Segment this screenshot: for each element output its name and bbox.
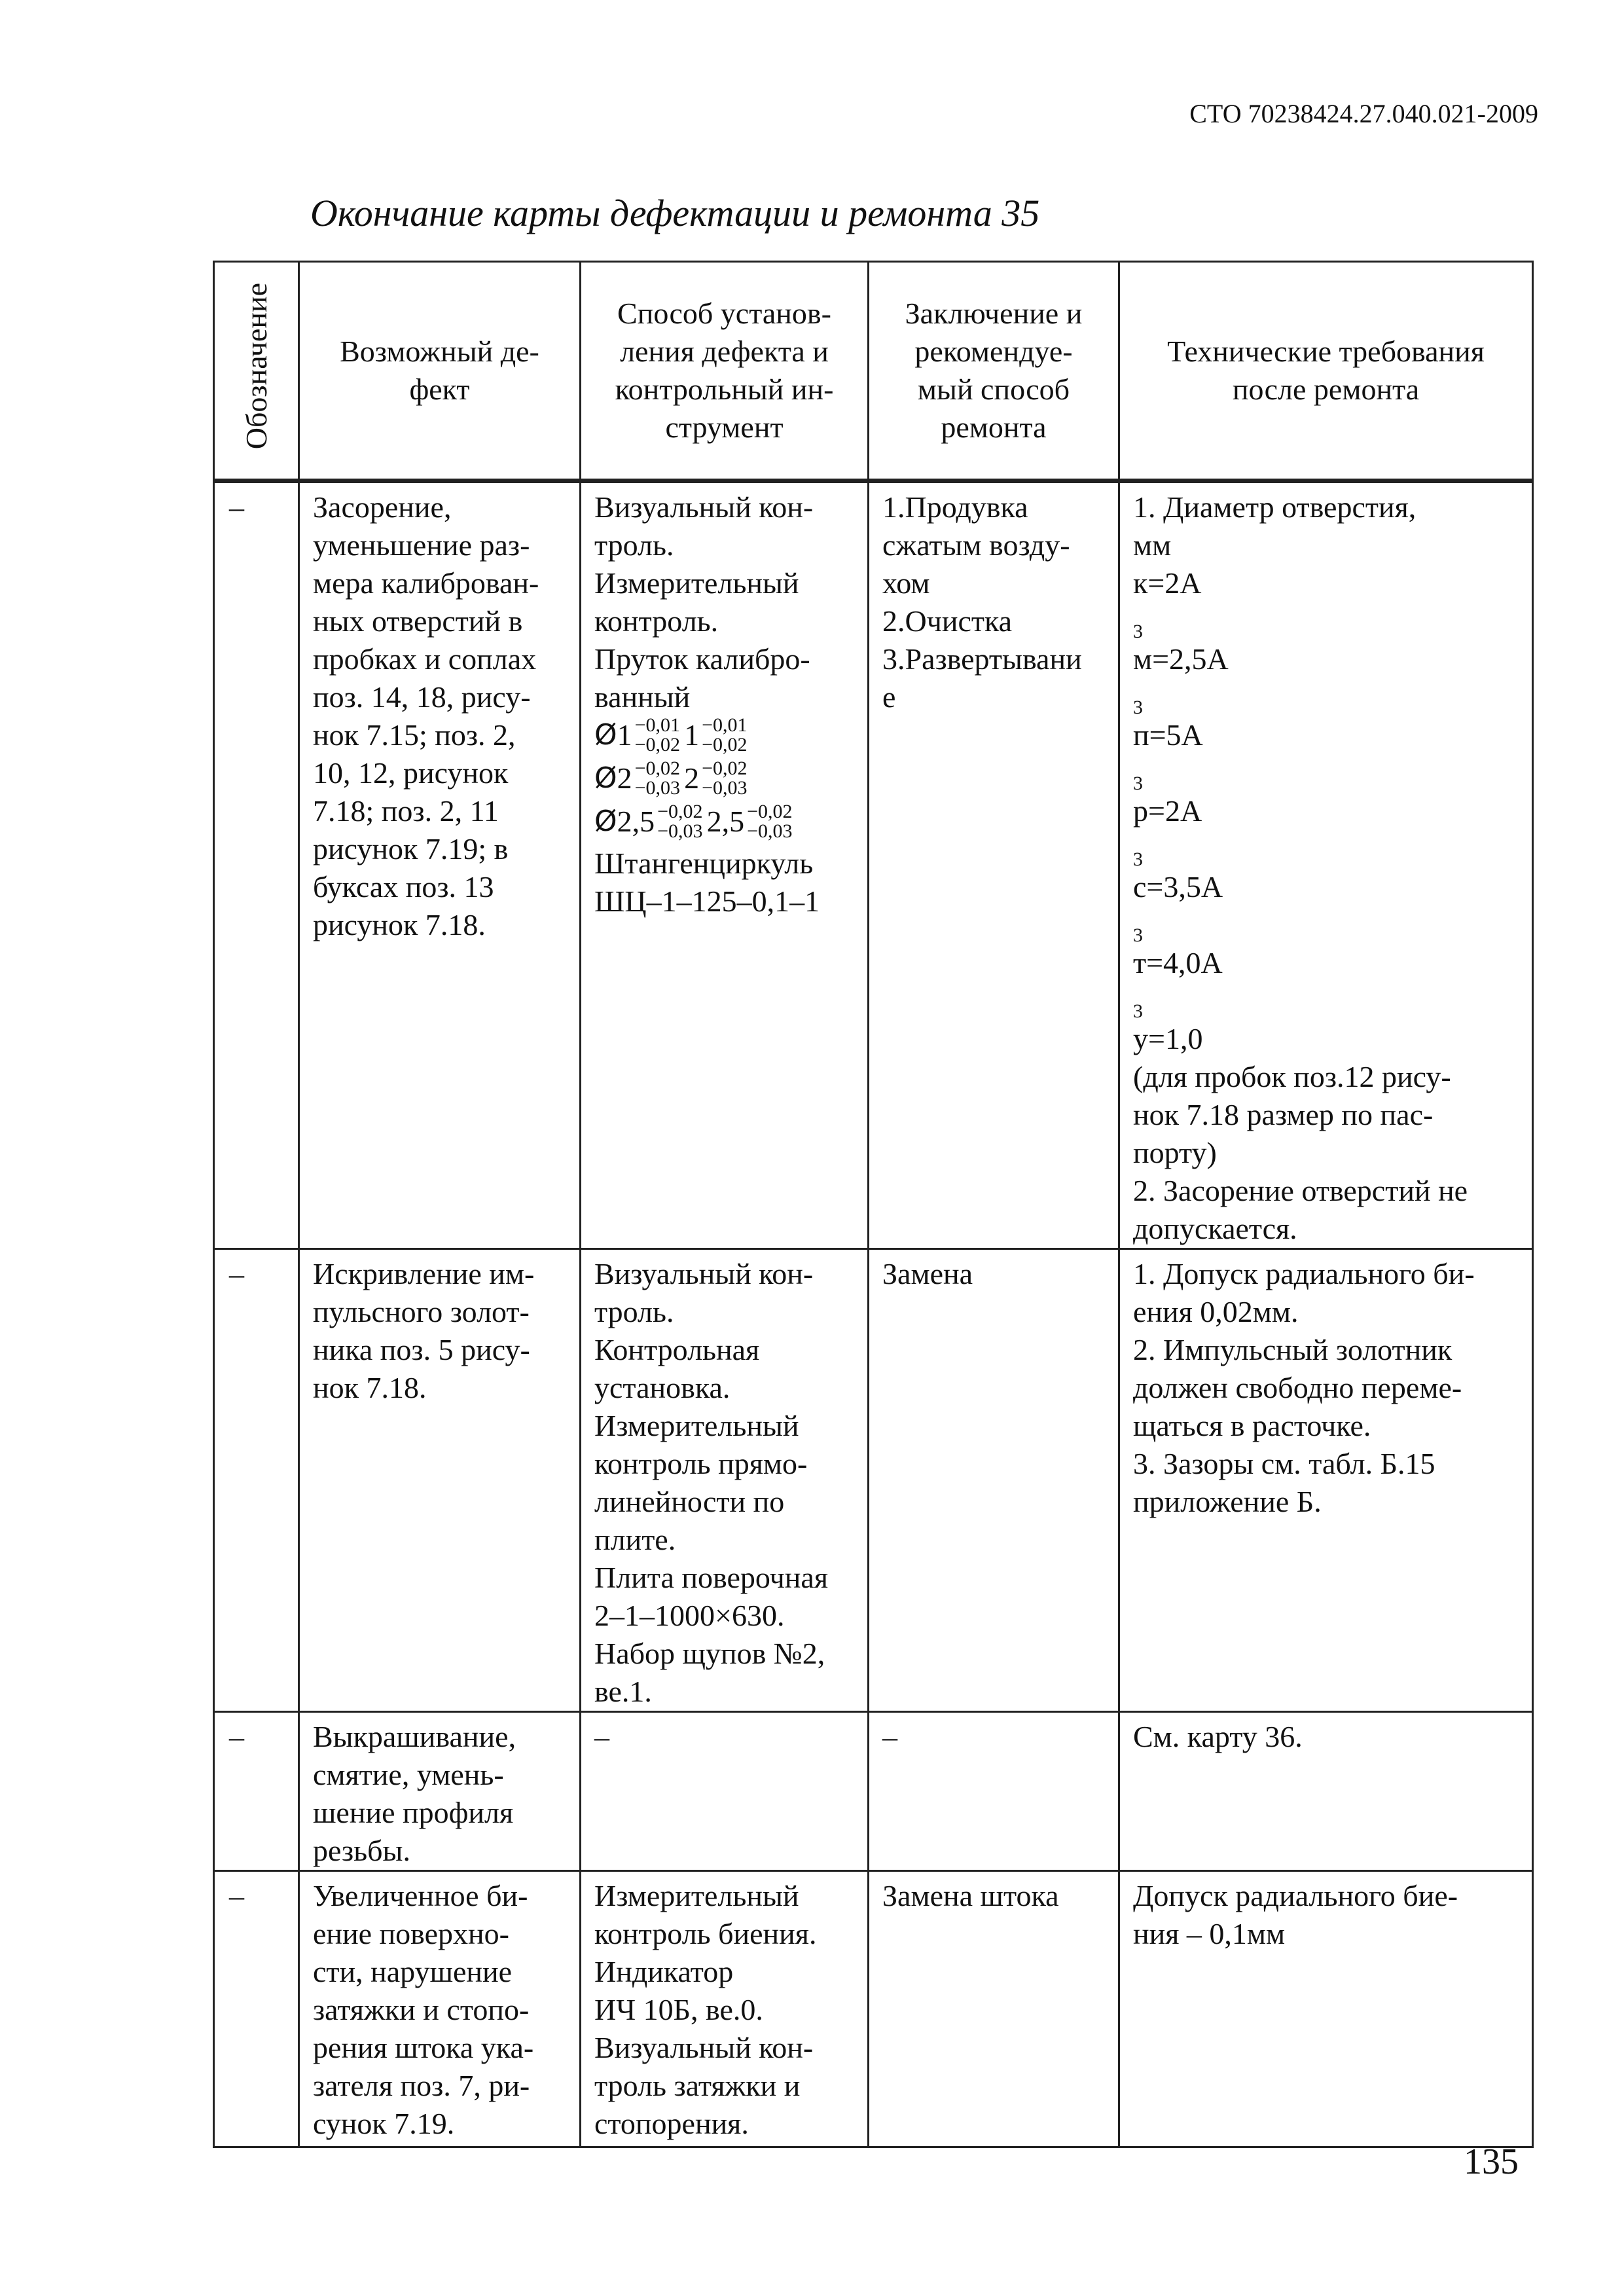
cell-line: Измерительный — [594, 566, 799, 600]
cell-line: рения штока ука- — [313, 2031, 534, 2064]
cell-line: хом — [882, 566, 930, 600]
upper-deviation: −0,01 — [702, 714, 748, 736]
cell-line: рисунок 7.18. — [313, 908, 486, 941]
cell-line: поз. 14, 18, рису- — [313, 680, 531, 714]
diameter-symbol: Ø — [594, 761, 617, 795]
document-code: СТО 70238424.27.040.021-2009 — [1189, 99, 1538, 128]
table-row — [214, 1871, 1533, 2147]
lower-deviation: −0,03 — [634, 777, 681, 799]
header-line: ления дефекта и — [620, 335, 829, 368]
cell-repair — [869, 1712, 1119, 1871]
cell-line: 2. Засорение отверстий не — [1133, 1174, 1468, 1207]
header-line: Заключение и — [905, 297, 1083, 330]
dim-nominal: 2,5 — [617, 805, 655, 838]
header-line: фект — [409, 373, 470, 406]
cell-line: троль. — [594, 1295, 674, 1328]
cell-line: 2. Импульсный золотник — [1133, 1333, 1453, 1366]
formula-line — [1133, 944, 1519, 1023]
table-row — [214, 481, 1533, 1249]
header-line: Способ установ- — [617, 297, 831, 330]
cell-line: нок 7.18. — [313, 1371, 427, 1404]
cell-requirements — [1119, 481, 1533, 1249]
diameter-symbol: Ø — [594, 805, 617, 838]
tolerance — [657, 802, 702, 841]
header-line: струмент — [665, 410, 784, 444]
cell-line: приложение Б. — [1133, 1485, 1322, 1518]
cell-repair — [869, 1871, 1119, 2147]
formula-line — [1133, 716, 1519, 795]
formula-line — [1133, 792, 1519, 871]
cell-line: ШЦ–1–125–0,1–1 — [594, 884, 820, 918]
cell-line: пробках и соплах — [313, 642, 537, 676]
tolerance — [747, 802, 792, 841]
table-header-row — [214, 262, 1533, 481]
tolerance — [702, 716, 747, 755]
header-line: ремонта — [941, 410, 1047, 444]
cell-line: контроль прямо- — [594, 1447, 808, 1480]
column-header-designation — [214, 262, 299, 481]
dim-nominal: 2 — [617, 761, 632, 795]
upper-deviation: −0,02 — [657, 801, 703, 822]
dim-nominal: 1 — [617, 718, 632, 752]
cell-line: сунок 7.19. — [313, 2107, 455, 2140]
cell-line: щаться в расточке. — [1133, 1409, 1371, 1442]
lower-deviation: −0,02 — [702, 734, 748, 756]
cell-line: должен свободно переме- — [1133, 1371, 1462, 1404]
cell-line: контроль биения. — [594, 1917, 817, 1950]
cell-line: Искривление им- — [313, 1257, 535, 1290]
column-header-repair — [869, 262, 1119, 481]
cell-line: ных отверстий в — [313, 604, 523, 638]
cell-line: стопорения. — [594, 2107, 749, 2140]
cell-defect — [299, 1871, 581, 2147]
cell-line: рисунок 7.19; в — [313, 832, 509, 866]
column-header-requirements — [1119, 262, 1533, 481]
header-line: мый способ — [917, 373, 1070, 406]
cell-requirements — [1119, 1871, 1533, 2147]
cell-line: См. карту 36. — [1133, 1720, 1303, 1753]
cell-line: нок 7.15; поз. 2, — [313, 718, 516, 752]
formula-subscript: 3 — [1133, 773, 1143, 795]
diameter-symbol: Ø — [594, 718, 617, 752]
cell-designation: – — [214, 481, 299, 1249]
cell-line: 7.18; поз. 2, 11 — [313, 794, 499, 828]
cell-line: пульсного золот- — [313, 1295, 530, 1328]
dim-nominal: 2,5 — [706, 805, 745, 838]
header-line: рекомендуе- — [914, 335, 1073, 368]
cell-line: 2.Очистка — [882, 604, 1013, 638]
cell-line: плите. — [594, 1523, 676, 1556]
tolerance — [635, 716, 680, 755]
table-row — [214, 1249, 1533, 1712]
cell-repair — [869, 481, 1119, 1249]
cell-line: (для пробок поз.12 рису- — [1133, 1060, 1451, 1093]
tolerance — [702, 759, 747, 798]
cell-line: Визуальный кон- — [594, 2031, 814, 2064]
cell-line: Набор щупов №2, — [594, 1637, 825, 1670]
cell-line: Пруток калибро- — [594, 642, 810, 676]
table-row — [214, 1712, 1533, 1871]
cell-line: у=1,0 — [1133, 1022, 1203, 1055]
cell-line: Допуск радиального бие- — [1133, 1879, 1458, 1912]
defect-repair-table — [213, 261, 1534, 2148]
formula-subscript: 3 — [1133, 848, 1143, 871]
cell-line: ение поверхно- — [313, 1917, 509, 1950]
upper-deviation: −0,01 — [634, 714, 681, 736]
formula-text: с=3,5А — [1133, 870, 1223, 903]
cell-line: резьбы. — [313, 1834, 410, 1867]
formula-line — [1133, 868, 1519, 947]
cell-requirements — [1119, 1249, 1533, 1712]
header-line: Возможный де- — [340, 335, 539, 368]
formula-text: т=4,0А — [1133, 946, 1223, 979]
cell-defect — [299, 1712, 581, 1871]
cell-line: Штангенциркуль — [594, 847, 814, 880]
cell-line: Визуальный кон- — [594, 490, 814, 524]
cell-line: уменьшение раз- — [313, 528, 530, 562]
cell-line: смятие, умень- — [313, 1758, 504, 1791]
cell-line: троль затяжки и — [594, 2069, 801, 2102]
lower-deviation: −0,03 — [657, 820, 703, 842]
lower-deviation: −0,02 — [634, 734, 681, 756]
upper-deviation: −0,02 — [634, 757, 681, 779]
cell-line: – — [594, 1720, 609, 1753]
cell-line: 1. Допуск радиального би- — [1133, 1257, 1475, 1290]
diameter-tolerance — [594, 759, 854, 797]
formula-subscript: 3 — [1133, 621, 1143, 643]
formula-text: п=5А — [1133, 718, 1203, 752]
cell-method — [581, 481, 869, 1249]
cell-line: Увеличенное би- — [313, 1879, 528, 1912]
cell-line: 2–1–1000×630. — [594, 1599, 785, 1632]
cell-line: допускается. — [1133, 1212, 1297, 1245]
cell-line: Измерительный — [594, 1409, 799, 1442]
header-line: Технические требования — [1167, 335, 1485, 368]
diameter-tolerance — [594, 716, 854, 754]
cell-designation: – — [214, 1249, 299, 1712]
cell-requirements — [1119, 1712, 1533, 1871]
cell-line: 1.Продувка — [882, 490, 1028, 524]
cell-defect — [299, 1249, 581, 1712]
cell-line: ния – 0,1мм — [1133, 1917, 1286, 1950]
column-header-label: Обозначение — [239, 282, 273, 450]
cell-line: Выкрашивание, — [313, 1720, 516, 1753]
cell-line: Плита поверочная — [594, 1561, 828, 1594]
cell-line: Замена — [882, 1257, 973, 1290]
header-line: после ремонта — [1232, 373, 1420, 406]
column-header-method — [581, 262, 869, 481]
formula-line — [1133, 640, 1519, 719]
cell-line: Засорение, — [313, 490, 452, 524]
cell-line: е — [882, 680, 896, 714]
cell-line: ве.1. — [594, 1675, 652, 1708]
dim-nominal: 1 — [684, 718, 700, 752]
cell-designation: – — [214, 1871, 299, 2147]
cell-line: буксах поз. 13 — [313, 870, 494, 903]
cell-line: мера калиброван- — [313, 566, 539, 600]
cell-line: троль. — [594, 528, 674, 562]
cell-line: 1. Диаметр отверстия, — [1133, 490, 1416, 524]
cell-line: сти, нарушение — [313, 1955, 513, 1988]
cell-line: порту) — [1133, 1136, 1217, 1169]
formula-text: к=2А — [1133, 566, 1202, 600]
diameter-tolerance — [594, 803, 854, 841]
tolerance — [635, 759, 680, 798]
cell-line: 3.Развертывани — [882, 642, 1082, 676]
page-number: 135 — [1464, 2141, 1519, 2182]
formula-line — [1133, 564, 1519, 643]
formula-subscript: 3 — [1133, 697, 1143, 719]
formula-text: р=2А — [1133, 794, 1202, 828]
lower-deviation: −0,03 — [747, 820, 793, 842]
cell-line: нок 7.18 размер по пас- — [1133, 1098, 1434, 1131]
cell-line: Замена штока — [882, 1879, 1059, 1912]
cell-method — [581, 1871, 869, 2147]
formula-subscript: 3 — [1133, 1000, 1143, 1023]
cell-line: 10, 12, рисунок — [313, 756, 509, 790]
cell-line: Индикатор — [594, 1955, 734, 1988]
cell-line: шение профиля — [313, 1796, 514, 1829]
cell-line: ИЧ 10Б, ве.0. — [594, 1993, 763, 2026]
cell-line: мм — [1133, 528, 1172, 562]
cell-line: сжатым возду- — [882, 528, 1070, 562]
cell-line: Измерительный — [594, 1879, 799, 1912]
formula-text: м=2,5А — [1133, 642, 1229, 676]
header-line: контрольный ин- — [615, 373, 834, 406]
formula-subscript: 3 — [1133, 924, 1143, 947]
lower-deviation: −0,03 — [702, 777, 748, 799]
cell-line: – — [882, 1720, 897, 1753]
dim-nominal: 2 — [684, 761, 700, 795]
cell-line: ванный — [594, 680, 691, 714]
cell-line: ника поз. 5 рису- — [313, 1333, 530, 1366]
cell-line: линейности по — [594, 1485, 785, 1518]
cell-line: зателя поз. 7, ри- — [313, 2069, 530, 2102]
cell-line: затяжки и стопо- — [313, 1993, 530, 2026]
cell-method — [581, 1249, 869, 1712]
cell-line: Визуальный кон- — [594, 1257, 814, 1290]
cell-method — [581, 1712, 869, 1871]
cell-line: 3. Зазоры см. табл. Б.15 — [1133, 1447, 1435, 1480]
cell-repair — [869, 1249, 1119, 1712]
cell-designation: – — [214, 1712, 299, 1871]
table-title: Окончание карты дефектации и ремонта 35 — [310, 192, 1040, 234]
cell-line: Контрольная — [594, 1333, 760, 1366]
cell-line: установка. — [594, 1371, 731, 1404]
column-header-defect — [299, 262, 581, 481]
upper-deviation: −0,02 — [747, 801, 793, 822]
cell-defect — [299, 481, 581, 1249]
upper-deviation: −0,02 — [702, 757, 748, 779]
cell-line: ения 0,02мм. — [1133, 1295, 1299, 1328]
cell-line: контроль. — [594, 604, 719, 638]
